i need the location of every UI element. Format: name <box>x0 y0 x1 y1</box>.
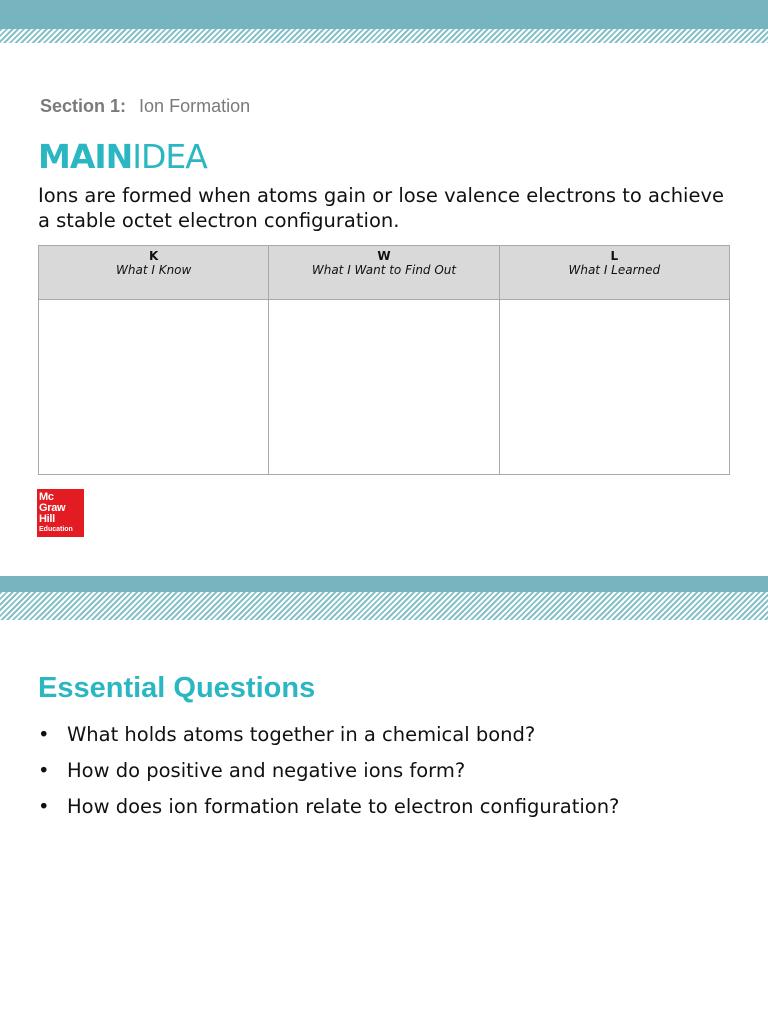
list-item <box>38 722 738 758</box>
main-idea-heading-bold: MAIN <box>38 137 133 176</box>
section-heading <box>40 96 250 117</box>
logo-line-2: Graw <box>39 502 66 514</box>
section-title: Ion Formation <box>139 96 251 116</box>
kwl-chart <box>38 245 730 475</box>
list-item <box>38 794 738 830</box>
kwl-header-k <box>39 246 269 300</box>
logo-line-4: Education <box>39 526 73 533</box>
main-idea-heading-light: IDEA <box>132 137 207 176</box>
kwl-header-l <box>499 246 729 300</box>
section-label: Section 1: <box>40 96 127 116</box>
kwl-cell-k[interactable] <box>39 300 269 475</box>
logo-line-1: Mc <box>39 491 54 503</box>
kwl-header-row <box>39 246 730 300</box>
essential-questions-title: Essential Questions <box>38 672 316 704</box>
question-text: How do positive and negative ions form? <box>67 759 466 782</box>
kwl-cell-w[interactable] <box>269 300 499 475</box>
kwl-description-k: What I Know <box>116 263 192 277</box>
kwl-letter-w: W <box>377 249 391 263</box>
middle-decorative-band <box>0 576 768 620</box>
top-decorative-band <box>0 0 768 43</box>
kwl-letter-l: L <box>610 249 619 263</box>
kwl-body-row <box>39 300 730 475</box>
bullet-icon: • <box>38 759 50 782</box>
kwl-description-w: What I Want to Find Out <box>311 263 457 277</box>
list-item <box>38 758 738 794</box>
bullet-icon: • <box>38 795 50 818</box>
main-idea-heading <box>38 137 207 176</box>
bullet-icon: • <box>38 723 50 746</box>
question-text: What holds atoms together in a chemical bond? <box>67 723 536 746</box>
main-idea-text: Ions are formed when atoms gain or lose valence electrons to achieve a stable octet electron configuration. <box>38 184 725 232</box>
logo-line-3: Hill <box>39 513 55 525</box>
kwl-cell-l[interactable] <box>499 300 729 475</box>
kwl-description-l: What I Learned <box>568 263 661 277</box>
kwl-header-w <box>269 246 499 300</box>
question-text: How does ion formation relate to electron configuration? <box>67 795 620 818</box>
mcgraw-hill-logo <box>37 489 84 537</box>
essential-questions-list <box>38 722 738 830</box>
kwl-letter-k: K <box>149 249 159 263</box>
